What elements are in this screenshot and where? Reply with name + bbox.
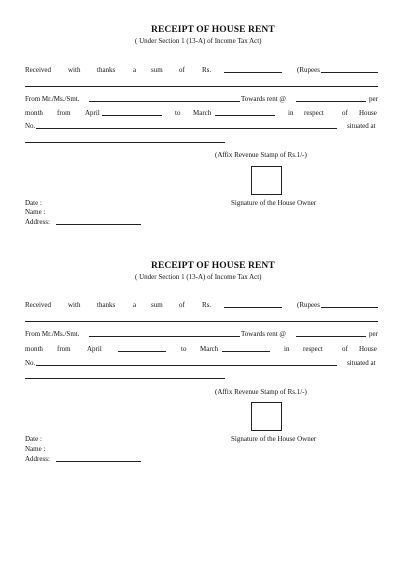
receipt-subtitle: ( Under Section 1 (13-A) of Income Tax Act) [135,37,262,45]
revenue-stamp-box [251,166,282,195]
rupees-label: (Rupees [297,301,320,309]
respect-label: respect [303,345,323,353]
per-label: per [369,330,378,338]
owner-address-field[interactable] [56,461,141,462]
sum-word: sum [151,301,163,309]
stamp-label: (Affix Revenue Stamp of Rs.1/-) [215,151,307,159]
situated-label: situated at [347,122,376,130]
end-year-field[interactable] [222,351,270,352]
house-label: House [359,109,377,117]
rupees-continuation-field[interactable] [25,321,378,322]
received-word: Received [25,301,52,309]
no-label: No. [25,359,36,367]
rupees-label: (Rupees [297,66,320,74]
per-label: per [369,95,378,103]
sum-word: sum [151,66,163,74]
house-number-field[interactable] [36,365,337,366]
address-line-field[interactable] [25,378,225,379]
tenant-name-field[interactable] [89,101,240,102]
to-label: to [181,345,187,353]
in-label: in [288,109,294,117]
rs-word: Rs. [202,66,212,74]
start-month: April [85,109,100,117]
rs-word: Rs. [202,301,212,309]
end-month: March [193,109,212,117]
from-label: From Mr./Ms./Smt. [25,330,80,338]
a-word: a [133,66,137,74]
rent-rate-field[interactable] [296,101,366,102]
with-word: with [68,301,81,309]
tenant-name-field[interactable] [89,336,240,337]
of-word: of [179,301,185,309]
towards-label: Towards rent @ [241,95,286,103]
month-label: month [25,345,43,353]
address-label: Address: [25,455,50,463]
start-year-field[interactable] [102,115,162,116]
address-label: Address: [25,218,50,226]
situated-label: situated at [347,359,376,367]
amount-field[interactable] [224,72,282,73]
with-word: with [68,66,81,74]
address-line-field[interactable] [25,142,225,143]
signature-label: Signature of the House Owner [231,199,317,207]
respect-label: respect [304,109,324,117]
rupees-continuation-field[interactable] [25,86,378,87]
in-label: in [284,345,290,353]
thanks-word: thanks [97,301,116,309]
house-label: House [359,345,377,353]
of-word: of [179,66,185,74]
name-label: Name : [25,208,46,216]
rent-rate-field[interactable] [296,336,366,337]
a-word: a [133,301,137,309]
date-label: Date : [25,435,42,443]
owner-address-field[interactable] [56,224,141,225]
received-word: Received [25,66,52,74]
to-label: to [175,109,181,117]
start-year-field[interactable] [118,351,166,352]
end-year-field[interactable] [215,115,275,116]
from-word: from [57,109,71,117]
towards-label: Towards rent @ [241,330,286,338]
name-label: Name : [25,445,46,453]
revenue-stamp-box [251,402,282,431]
rupees-words-field[interactable] [321,72,378,73]
signature-label: Signature of the House Owner [231,435,317,443]
receipt-subtitle: ( Under Section 1 (13-A) of Income Tax Act) [135,273,262,281]
receipt-title: RECEIPT OF HOUSE RENT [151,261,275,271]
start-month: April [87,345,102,353]
from-word: from [57,345,71,353]
rupees-words-field[interactable] [321,307,378,308]
of-label: of [342,345,348,353]
house-number-field[interactable] [36,128,337,129]
receipt-title: RECEIPT OF HOUSE RENT [151,25,275,35]
month-label: month [25,109,43,117]
thanks-word: thanks [97,66,116,74]
end-month: March [200,345,219,353]
no-label: No. [25,122,36,130]
from-label: From Mr./Ms./Smt. [25,95,80,103]
amount-field[interactable] [224,307,282,308]
stamp-label: (Affix Revenue Stamp of Rs.1/-) [215,388,307,396]
of-label: of [342,109,348,117]
date-label: Date : [25,199,42,207]
